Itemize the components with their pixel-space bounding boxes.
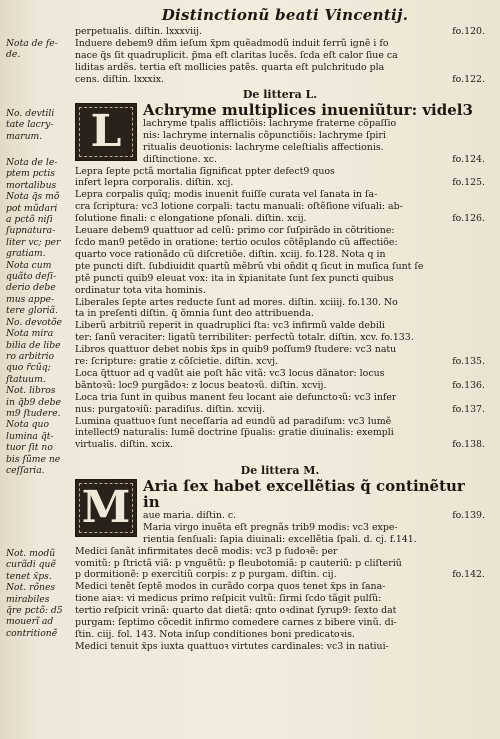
text-line <box>75 427 485 439</box>
margin-note-line: mouerĩ ad <box>6 616 54 628</box>
text-line <box>75 617 485 629</box>
section-letter-l <box>75 88 485 451</box>
line-text: ptẽ puncti quib9 eleuat vox: ita in x̃pianitate ſunt ſex puncti quibus <box>75 272 394 284</box>
line-text: Medici tenuit x̃ps iuxta quattuoꝛ virtutes cardinales: vc3 in natiui- <box>75 640 389 652</box>
margin-note-c <box>6 157 70 476</box>
margin-note-line: tuor ſit no <box>6 442 53 454</box>
line-text: perpetualis. diſtin. lxxxviij. <box>75 26 203 37</box>
line-text: re: ſcripture: gratie z cõſcietie. diſtin. xcvj. <box>75 356 279 368</box>
margin-note-line: quãto deſi- <box>6 271 57 283</box>
line-text: liditas ardẽs. tertia eſt mollicies patẽs. quarta eſt pulchritudo pla <box>75 61 385 73</box>
text-line <box>75 641 485 653</box>
line-text: ta in preſenti diſtin. q̃ õmnia ſunt deo attribuenda. <box>75 308 314 320</box>
decorated-initial-m <box>75 479 137 537</box>
text-line <box>75 213 485 225</box>
text-line <box>75 74 485 86</box>
folio-reference: fo.126. <box>452 213 485 225</box>
line-text: Liberales ſepte artes reducte ſunt ad mores. diſtin. xciiij. fo.130. No <box>75 296 398 308</box>
folio-reference: fo.136. <box>452 379 485 391</box>
margin-note-b <box>6 108 70 142</box>
line-text: Leuare debem9 quattuor ad celũ: primo cor ſuſpirãdo in cõtritione: <box>75 225 395 237</box>
decorated-initial-l <box>75 103 137 161</box>
text-line <box>75 581 485 593</box>
text-line <box>75 308 485 320</box>
section-heading: De littera L. <box>242 88 318 101</box>
line-text: rientia ſenſuali: ſapia diuinali: excellẽtia ſpali. d. cj. f.141. <box>143 533 417 545</box>
margin-note-line: mus appe- <box>6 293 55 305</box>
text-line <box>143 522 485 534</box>
folio-reference: fo.124. <box>452 153 485 165</box>
margin-note-line: Not. modũ <box>6 548 56 559</box>
section-heading: De littera M. <box>240 464 320 477</box>
running-header <box>90 6 480 24</box>
text-line <box>75 605 485 617</box>
text-line <box>143 510 485 522</box>
margin-note-line: tenet x̃ps. <box>6 570 52 582</box>
margin-note-line: contritionẽ <box>6 627 58 639</box>
line-text: Lepra corpalis quĩq; modis inuenit fuiſſe curata vel ſanata in ſa- <box>75 189 378 201</box>
text-line <box>75 189 485 201</box>
folio-reference: fo.135. <box>452 356 485 368</box>
line-text: Liberũ arbitriũ reperit in quadruplici ſta: vc3 infirmũ valde debili <box>75 320 385 332</box>
folio-reference: fo.138. <box>452 439 485 451</box>
margin-note-line: de. <box>6 49 21 61</box>
line-text: Maria virgo inuẽta eſt pregnãs trib9 modis: vc3 expe- <box>143 521 398 533</box>
margin-note-line: a pctõ niſi <box>6 214 53 226</box>
margin-note-line: Nota de le- <box>6 157 58 168</box>
margin-note-line: liter vc; per <box>6 236 61 248</box>
line-text: Libros quattuor debet nobis x̃ps in quib9 poſſum9 ſtudere: vc3 natu <box>75 344 397 356</box>
line-text: Loca q̃ttuor ad q vadũt aie poſt hãc vitã: vc3 locus dãnator: locus <box>75 367 385 379</box>
line-text: Lepra ſepte pctã mortalia ſignificat ppter defect9 quos <box>75 165 335 177</box>
rubric-line: Aria ſex habet excellẽtias q̃ continẽtur in <box>143 477 465 511</box>
margin-note-line: ſtatuum. <box>6 373 46 385</box>
text-line <box>75 38 485 50</box>
margin-note-line: ro arbitrio <box>6 350 55 362</box>
line-text: ritualis deuotionis: lachryme celeſtialis affectionis. <box>143 141 384 153</box>
folio-reference: fo.125. <box>452 177 485 189</box>
margin-note-line: lumina q̃t- <box>6 430 54 442</box>
section-letter-m <box>75 464 485 653</box>
margin-note-line: Nota mira <box>6 328 54 340</box>
margin-note-line: in q̃b9 debe <box>6 396 61 408</box>
text-line <box>75 297 485 309</box>
margin-note-line: tate lacry- <box>6 119 54 131</box>
margin-note-line: gratiam. <box>6 248 46 260</box>
text-line <box>75 392 485 404</box>
line-text: aue maria. diſtin. c. <box>143 509 237 521</box>
margin-note-line: q̃re pctõ: d5 <box>6 605 63 617</box>
margin-note-line: No. devtili <box>6 108 55 119</box>
initial-letter: M <box>81 481 131 533</box>
line-text: tione aiaꝛ: vi medicus primo reſpicit vultũ: ſirmi ſcdo tãgit pulſũ: <box>75 593 382 605</box>
margin-note-line: derio debe <box>6 282 56 294</box>
line-text: p dormitionẽ: p exercitiũ corpis: z p purgam. diſtin. cij. <box>75 569 337 581</box>
line-text: purgam: ſeptimo cõcedit infirmo comedere carnes z bibere vinũ. di- <box>75 617 397 629</box>
margin-note-line: Not. libros <box>6 385 56 397</box>
margin-note-line: mortalibus <box>6 179 57 191</box>
margin-note-line: pot mũdari <box>6 202 58 214</box>
folio-reference: fo.122. <box>452 73 485 85</box>
line-text: nis: lachryme internalis cõpunctiõis: lachryme ſpiri <box>143 129 386 141</box>
line-text: nus: purgatoꝛiũ: paradiſus. diſtin. xcviij. <box>75 403 266 415</box>
text-line <box>75 332 485 344</box>
line-text: pte puncti diſt. ſubdiuidit quartũ mẽbrũ vbi oñdit q ſicut in muſica ſunt ſe <box>75 260 424 272</box>
text-line <box>75 416 485 428</box>
header-title: Distinctionũ beati Vincentij. <box>161 6 409 24</box>
text-line <box>75 356 485 368</box>
initial-letter: L <box>90 105 122 157</box>
line-text: bãntoꝛũ: loc9 purgãdoꝛ: z locus beatoꝛũ. diſtin. xcvij. <box>75 379 327 391</box>
line-text: Medici tenẽt ſeptẽ modos in curãdo corpa quos tenet x̃ps in ſana- <box>75 581 386 593</box>
text-line <box>75 368 485 380</box>
text-line <box>75 439 485 451</box>
margin-note-line: Nota quo <box>6 419 49 431</box>
margin-note-line: marum. <box>6 130 43 142</box>
line-text: lachryme tpalis afflictiõis: lachryme fraterne cõpaſſio <box>143 117 397 129</box>
text-line <box>75 629 485 641</box>
text-line <box>143 154 485 166</box>
margin-note-line: mirabiles <box>6 593 50 605</box>
text-line <box>75 546 485 558</box>
margin-note-line: bis ſũme ne <box>6 453 61 465</box>
line-text: Loca tria ſunt in quibus manent feu locant aie defunctoꝛũ: vc3 infer <box>75 391 397 403</box>
text-line <box>75 569 485 581</box>
margin-note-a <box>6 38 70 61</box>
line-text: tertio reſpicit vrinã: quarto dat dietã: qnto oꝛdinat ſyrup9: ſexto dat <box>75 605 397 617</box>
margin-note-line: No. devotõe <box>6 316 62 328</box>
text-line <box>75 593 485 605</box>
text-line <box>143 142 485 154</box>
line-text: ter: ſanũ veraciter: ligatũ terribiliter: perfectũ totalr. diſtin. xcv. fo.133. <box>75 332 414 344</box>
line-text: ſtin. ciij. fol. 143. Nota inſup conditiones boni predicatoꝛis. <box>75 628 355 640</box>
folio-reference: fo.120. <box>452 26 485 37</box>
margin-note-line: m9 ſtudere. <box>6 407 61 419</box>
text-line <box>75 558 485 570</box>
margin-note-line: bilia de libe <box>6 339 61 351</box>
line-text: Lumina quattuoꝛ ſunt neceſſaria ad eundũ ad paradiſum: vc3 lumẽ <box>75 415 392 427</box>
entry-block-1 <box>75 26 485 86</box>
margin-note-line: Nota q̃s mõ <box>6 191 60 203</box>
rubric-line: Achryme multiplices inueniũtur: videl3 <box>143 101 473 119</box>
line-text: virtualis. diſtin. xcix. <box>75 439 173 451</box>
line-text: infert lepra corporalis. diſtin. xcj. <box>75 177 234 189</box>
line-text: Induere debem9 dñm ieſum x̃pm quẽadmodũ induit ferrũ ignẽ i fo <box>75 37 389 49</box>
margin-note-line: ptem pctis <box>6 168 56 180</box>
text-line <box>75 166 485 178</box>
text-line <box>75 62 485 74</box>
line-text: cens. diſtin. lxxxix. <box>75 73 164 85</box>
text-line <box>75 201 485 213</box>
text-line <box>75 177 485 189</box>
text-line <box>75 344 485 356</box>
text-line <box>143 130 485 142</box>
text-line <box>75 50 485 62</box>
text-line <box>75 225 485 237</box>
line-text: ordinatur tota vita hominis. <box>75 284 206 296</box>
line-text: Medici ſanãt infirmitates decẽ modis: vc3 p ſudoꝛẽ: per <box>75 545 338 557</box>
text-line <box>143 118 485 130</box>
text-line <box>75 285 485 297</box>
folio-reference: fo.139. <box>452 509 485 521</box>
text-line <box>75 261 485 273</box>
margin-note-line: tere gloriã. <box>6 305 58 317</box>
margin-note-line: Nota de fe- <box>6 38 58 49</box>
text-line <box>75 404 485 416</box>
line-text: intellect9 naturalis: lumẽ doctrine ſp̃ualis: gratie diuinalis: exempli <box>75 427 394 439</box>
margin-note-line: quo r̃cũq; <box>6 362 51 374</box>
line-text: cra ſcriptura: vc3 lotione corpali: tactu manuali: oſtẽſione viſuali: ab- <box>75 201 403 213</box>
margin-note-line: ſupnatura- <box>6 225 56 237</box>
line-text: ſolutione finali: c elongatione pſonali. diſtin. xcij. <box>75 213 307 225</box>
folio-reference: fo.137. <box>452 403 485 415</box>
line-text: nace q̃s ſit quadruplicit. p̃ma eſt claritas lucẽs. ſcda eſt calor ſiue ca <box>75 49 398 61</box>
margin-note-line: ceſſaria. <box>6 464 45 476</box>
margin-note-d <box>6 548 70 639</box>
text-line <box>143 534 485 546</box>
margin-note-line: curãdi quẽ <box>6 559 56 571</box>
line-text: diſtinctione. xc. <box>143 153 217 165</box>
text-line <box>75 237 485 249</box>
margin-note-line: Not. rõnes <box>6 582 56 594</box>
text-line <box>75 380 485 392</box>
margin-note-line: Nota cum <box>6 259 52 271</box>
text-line <box>75 26 485 38</box>
line-text: vomitũ: p ſtrictã viã: p vnguẽtũ: p fleubotomiã: p cauteriũ: p cliſteriũ <box>75 557 402 569</box>
text-line <box>75 320 485 332</box>
line-text: quarto voce rationãdo cũ diſcretiõe. diſtin. xciij. fo.128. Nota q in <box>75 248 386 260</box>
text-line <box>75 273 485 285</box>
line-text: ſcdo man9 petẽdo in oratione: tertio oculos cõtẽplando cũ affectiõe: <box>75 236 398 248</box>
folio-reference: fo.142. <box>452 569 485 581</box>
text-line <box>75 249 485 261</box>
